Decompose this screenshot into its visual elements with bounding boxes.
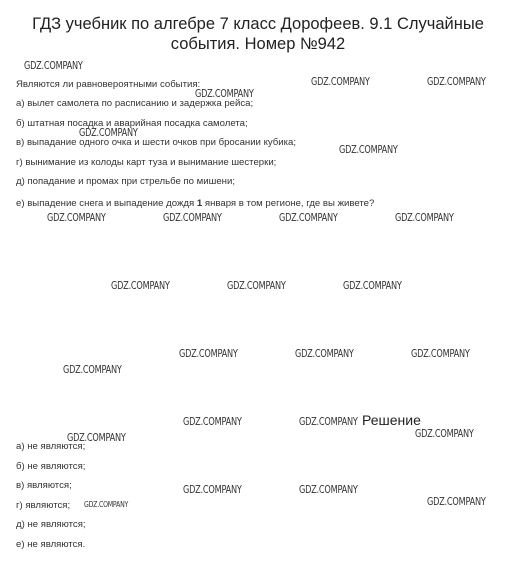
watermark: GDZ.COMPANY [415,428,474,440]
watermark: GDZ.COMPANY [195,88,254,100]
question-item-e-part1: е) выпадение снега и выпадение дождя [16,198,197,209]
watermark: GDZ.COMPANY [111,280,170,292]
watermark: GDZ.COMPANY [179,348,238,360]
watermark: GDZ.COMPANY [67,432,126,444]
watermark: GDZ.COMPANY [79,127,138,139]
watermark: GDZ.COMPANY [395,212,454,224]
question-item-g: г) вынимание из колоды карт туза и вынимание шестерки; [16,157,277,168]
watermark: GDZ.COMPANY [295,348,354,360]
watermark: GDZ.COMPANY [279,212,338,224]
solution-heading: Решение [362,412,421,428]
watermark: GDZ.COMPANY [163,212,222,224]
answer-d: д) не являются; [16,519,86,530]
watermark: GDZ.COMPANY [47,212,106,224]
answer-e: е) не являются. [16,539,86,550]
question-item-b: б) штатная посадка и аварийная посадка самолета; [16,118,248,129]
watermark: GDZ.COMPANY [311,76,370,88]
question-item-e [16,198,374,210]
watermark: GDZ.COMPANY [299,484,358,496]
question-intro: Являются ли равновероятными события: [16,79,201,90]
watermark: GDZ.COMPANY [343,280,402,292]
question-item-e-part2: января в том регионе, где вы живете? [202,198,375,209]
watermark: GDZ.COMPANY [427,496,486,508]
watermark: GDZ.COMPANY [299,416,358,428]
watermark: GDZ.COMPANY [183,484,242,496]
question-item-v: в) выпадание одного очка и шести очков при бросании кубика; [16,137,297,148]
watermark: GDZ.COMPANY [411,348,470,360]
watermark: GDZ.COMPANY [339,144,398,156]
question-item-e-date: 1 [196,198,203,209]
answer-v: в) являются; [16,480,72,491]
watermark: GDZ.COMPANY [227,280,286,292]
watermark: GDZ.COMPANY [63,364,122,376]
question-item-a: а) вылет самолета по расписанию и задержка рейса; [16,98,254,109]
watermark: GDZ.COMPANY [84,500,129,509]
watermark: GDZ.COMPANY [24,60,83,72]
answer-b: б) не являются; [16,461,86,472]
answer-g: г) являются; [16,500,71,511]
answer-a: а) не являются; [16,441,86,452]
question-item-d: д) попадание и промах при стрельбе по мишени; [16,176,235,187]
watermark: GDZ.COMPANY [183,416,242,428]
page-title: ГДЗ учебник по алгебре 7 класс Дорофеев. 9.1 Случайные события. Номер №942 [32,15,484,53]
watermark: GDZ.COMPANY [427,76,486,88]
